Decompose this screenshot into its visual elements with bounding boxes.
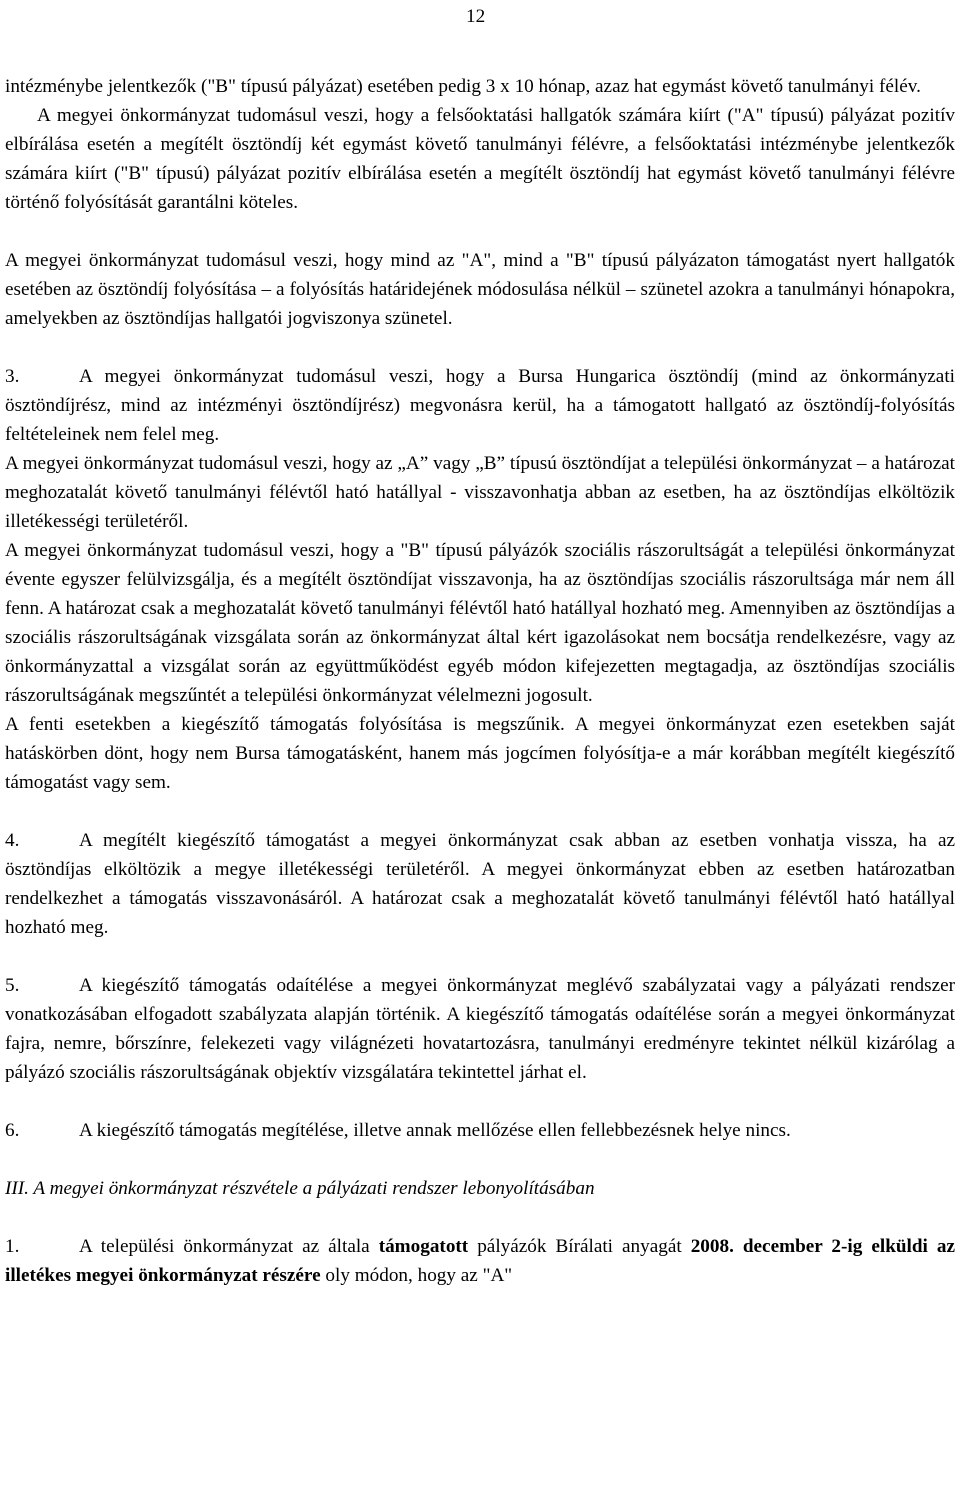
numbered-paragraph [5, 1232, 955, 1290]
item-number: 6. [5, 1120, 20, 1141]
paragraph-text: A megyei önkormányzat tudomásul veszi, hogy a Bursa Hungarica ösztöndíj (mind az önkormányzati ösztöndíjrész, mind az intézményi ösztöndíjrész) megvonásra kerül, ha a támogatott hallgató az ösztöndíj-folyósítás feltételeinek nem felel meg. [5, 366, 955, 445]
paragraph: A fenti esetekben a kiegészítő támogatás folyósítása is megszűnik. A megyei önkormányzat ezen esetekben saját hatáskörben dönt, hogy nem Bursa támogatásként, hanem más jogcímen folyósítja-e a már korábban megítélt kiegészítő támogatást vagy sem. [5, 714, 955, 793]
page-number: 12 [466, 6, 486, 27]
item-number: 3. [5, 366, 20, 387]
paragraph: A megyei önkormányzat tudomásul veszi, hogy mind az "A", mind a "B" típusú pályázaton támogatást nyert hallgatók esetében az ösztöndíj folyósítása – a folyósítás határidejének módosulása nélkül – szünetel azokra a tanulmányi hónapokra, amelyekben az ösztöndíjas hallgatói jogviszonya szünetel. [5, 250, 955, 329]
paragraph-text: A települési önkormányzat az általa [79, 1236, 379, 1257]
paragraph: A megyei önkormányzat tudomásul veszi, hogy a "B" típusú pályázók szociális rászorultságát a települési önkormányzat évente egyszer felülvizsgálja, és a megítélt ösztöndíjat visszavonja, ha az ösztöndíjas szociális rászorultsága már nem áll fenn. A határozat csak a meghozatalát követő tanulmányi félévtől ható hatállyal hozható meg. Amennyiben az ösztöndíjas a szociális rászorultságának vizsgálata során az önkormányzat által kért igazolásokat nem bocsátja rendelkezésre, vagy az önkormányzattal a vizsgálat során az együttműködést egyéb módon kifejezetten megtagadja, az ösztöndíjas szociális rászorultságának megszűntét a települési önkormányzat vélelmezni jogosult. [5, 540, 955, 706]
numbered-paragraph [5, 362, 955, 449]
bold-text: támogatott [378, 1236, 469, 1257]
paragraph: A megyei önkormányzat tudomásul veszi, hogy a felsőoktatási hallgatók számára kiírt ("A" típusú) pályázat pozitív elbírálása esetén a megítélt ösztöndíj két egymást követő tanulmányi félévre, a felsőoktatási intézménybe jelentkezők számára kiírt ("B" típusú) pályázat pozitív elbírálása esetén a megítélt ösztöndíj hat egymást követő tanulmányi félévre történő folyósítását garantálni köteles. [5, 105, 955, 213]
numbered-paragraph [5, 826, 955, 942]
paragraph-text: pályázók Bírálati anyagát [468, 1236, 691, 1257]
paragraph: A megyei önkormányzat tudomásul veszi, hogy az „A” vagy „B” típusú ösztöndíjat a települési önkormányzat – a határozat meghozatalát követő tanulmányi félévtől ható hatállyal - visszavonhatja abban az esetben, ha az ösztöndíjas elköltözik illetékességi területéről. [5, 453, 955, 532]
bold-deadline: 2008. december 2-ig elküldi az illetékes megyei önkormányzat részére [5, 1236, 955, 1286]
paragraph-text: A kiegészítő támogatás megítélése, illetve annak mellőzése ellen fellebbezésnek helye nincs. [79, 1120, 791, 1141]
numbered-paragraph [5, 1116, 955, 1145]
paragraph-text: A kiegészítő támogatás odaítélése a megyei önkormányzat meglévő szabályzatai vagy a pályázati rendszer vonatkozásában elfogadott szabályzata alapján történik. A kiegészítő támogatás odaítélése során a megyei önkormányzat fajra, nemre, bőrszínre, felekezeti vagy világnézeti hovatartozásra, tanulmányi eredményre tekintet nélkül kizárólag a pályázó szociális rászorultságának objektív vizsgálatára tekintettel járhat el. [5, 975, 955, 1083]
section-heading: III. A megyei önkormányzat részvétele a pályázati rendszer lebonyolításában [5, 1178, 595, 1199]
item-number: 5. [5, 975, 20, 996]
document-body [5, 72, 955, 1290]
numbered-paragraph [5, 971, 955, 1087]
paragraph-text: A megítélt kiegészítő támogatást a megyei önkormányzat csak abban az esetben vonhatja vissza, ha az ösztöndíjas elköltözik a megye illetékességi területéről. A megyei önkormányzat ebben az esetben határozatban rendelkezhet a támogatás visszavonásáról. A határozat csak a meghozatalát követő tanulmányi félévtől ható hatállyal hozható meg. [5, 830, 955, 938]
paragraph: intézménybe jelentkezők ("B" típusú pályázat) esetében pedig 3 x 10 hónap, azaz hat egymást követő tanulmányi félév. [5, 76, 921, 97]
item-number: 1. [5, 1236, 20, 1257]
paragraph-text: oly módon, hogy az "A" [320, 1265, 513, 1286]
item-number: 4. [5, 830, 20, 851]
